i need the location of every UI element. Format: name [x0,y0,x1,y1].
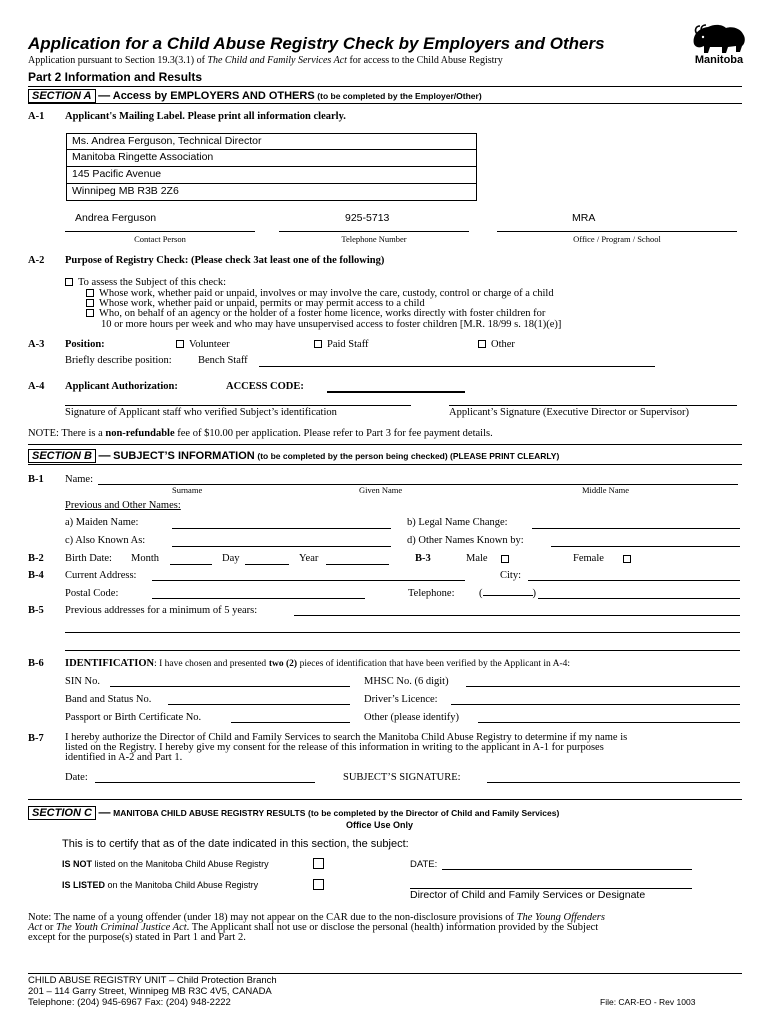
section-a-note: (to be completed by the Employer/Other) [317,91,482,101]
office-use-label: Office Use Only [346,820,414,830]
previous-addresses-label: Previous addresses for a minimum of 5 years: [65,605,258,616]
b1-number: B-1 [28,474,44,485]
drivers-licence-field[interactable] [451,704,740,705]
b4-telephone-label: Telephone: [408,588,455,599]
young-offender-note: Note: The name of a young offender (under 18) may not appear on the CAR due to the non-disclosure provisions of The Young Offenders Act or The Youth Criminal Justice Act. The Applicant shall not use or disclose the personal (health) information provided by the Subject except for the purpose(s) stated in Part 1 and Part 2. [28,912,605,943]
section-b-title: SUBJECT’S INFORMATION [113,450,255,462]
b7-date-label: Date: [65,772,88,783]
checkbox-paid-staff[interactable] [314,340,322,348]
telephone-value[interactable]: 925-5713 [345,212,390,224]
female-box[interactable] [623,555,631,563]
section-a-dash: — [98,88,111,102]
section-c-date-label: DATE: [410,859,438,870]
section-c-dash: — [98,805,111,819]
part-heading: Part 2 Information and Results [28,70,203,84]
mhsc-label: MHSC No. (6 digit) [364,676,449,687]
section-c-note: (to be completed by the Director of Child and Family Services) [308,808,560,818]
b7-number: B-7 [28,733,44,744]
footer-contact [28,975,277,1008]
section-a-label: SECTION A [28,89,96,103]
previous-names-heading: Previous and Other Names: [65,500,181,511]
subject-signature-field[interactable] [487,782,740,783]
contact-person-value[interactable]: Andrea Ferguson [75,212,157,224]
checkbox-male[interactable] [501,554,514,565]
footer-address: 201 – 114 Garry Street, Winnipeg MB R3C 4V5, CANADA [28,986,272,997]
footer-phone: Telephone: (204) 945-6967 Fax: (204) 948-2222 [28,997,231,1008]
fee-note: NOTE: There is a non-refundable fee of $10.00 per application. Please refer to Part 3 for fee payment details. [28,428,493,439]
a3-number: A-3 [28,339,45,350]
subtitle-post: for access to the Child Abuse Registry [349,55,503,66]
purpose-foster[interactable]: Who, on behalf of an agency or the holder of a foster home licence, works directly with foster children for [86,308,545,319]
previous-address-field-1[interactable] [294,615,740,616]
section-b-dash: — [98,448,111,462]
access-code-field[interactable] [327,391,465,393]
office-value[interactable]: MRA [572,212,596,224]
given-name-label: Given Name [359,485,403,495]
section-c-label: SECTION C [28,806,96,820]
describe-position-label: Briefly describe position: [65,355,172,366]
describe-position-value[interactable]: Bench Staff [198,355,248,366]
maiden-name-label: a) Maiden Name: [65,517,139,528]
section-b-label: SECTION B [28,449,96,463]
checkbox-assess[interactable] [65,278,73,286]
purpose-access[interactable]: Whose work, whether paid or unpaid, permits or may permit access to a child [86,298,425,309]
city-label: City: [500,570,522,581]
other-names-label: d) Other Names Known by: [407,535,524,546]
day-label: Day [222,553,240,564]
male-box[interactable] [501,555,509,563]
b5-number: B-5 [28,605,44,616]
section-b-header [28,448,559,462]
b7-date-field[interactable] [95,782,315,783]
is-not-listed-box[interactable] [313,858,324,869]
female-label: Female [573,553,604,564]
previous-address-field-2[interactable] [65,632,740,633]
b6-number: B-6 [28,658,44,669]
subtitle-pre: Application pursuant to Section 19.3(3.1) of [28,55,205,66]
b4-telephone-field[interactable] [538,598,740,599]
section-c-title: MANITOBA CHILD ABUSE REGISTRY RESULTS [113,808,306,818]
mailing-label-row-1[interactable]: Ms. Andrea Ferguson, Technical Director [66,133,477,150]
area-code-field[interactable]: ( ) [479,588,536,599]
section-c-date-field[interactable] [442,869,692,870]
band-status-field[interactable] [168,704,350,705]
section-a-title: Access by EMPLOYERS AND OTHERS [112,90,315,102]
band-status-label: Band and Status No. [65,694,152,705]
is-not-listed-label: IS NOT listed on the Manitoba Child Abuse Registry [62,859,269,869]
checkbox-other[interactable] [478,340,486,348]
sin-field[interactable] [110,686,350,687]
legal-name-change-field[interactable] [532,528,740,529]
is-listed-label: IS LISTED on the Manitoba Child Abuse Registry [62,880,259,890]
month-field[interactable] [170,564,212,565]
current-address-field[interactable] [152,580,465,581]
director-label: Director of Child and Family Services or Designate [410,889,646,901]
certify-text: This is to certify that as of the date indicated in this section, the subject: [62,838,409,850]
telephone-label: Telephone Number [341,234,407,244]
postal-code-field[interactable] [152,598,365,599]
applicant-signature-label: Applicant’s Signature (Executive Director or Supervisor) [449,407,689,418]
manitoba-wordmark: Manitoba [694,54,744,66]
sin-label: SIN No. [65,676,101,687]
previous-address-field-3[interactable] [65,650,740,651]
also-known-as-label: c) Also Known As: [65,535,146,546]
checkbox-is-not-listed[interactable] [313,858,324,872]
year-label: Year [299,553,319,564]
section-a-header [28,88,482,102]
consent-text: I hereby authorize the Director of Child and Family Services to search the Manitoba Child Abuse Registry to determine if my name is listed on the Registry. I hereby give my consent for the release of this information in writing to the applicant in A-1 for purposes identified in A-2 and Part 1. [65,732,628,763]
b4-number: B-4 [28,570,44,581]
office-label: Office / Program / School [573,234,661,244]
staff-signature-label: Signature of Applicant staff who verified Subject’s identification [65,407,337,418]
position-volunteer[interactable]: Volunteer [176,339,230,350]
checkbox-care[interactable] [86,289,94,297]
maiden-name-field[interactable] [172,528,391,529]
b3-number: B-3 [415,553,431,564]
subject-signature-label: SUBJECT’S SIGNATURE: [343,772,461,783]
legal-name-change-label: b) Legal Name Change: [407,517,508,528]
a4-number: A-4 [28,381,45,392]
other-id-field[interactable] [478,722,740,723]
mailing-label-row-3[interactable]: 145 Pacific Avenue [66,167,477,184]
male-label: Male [466,553,488,564]
birth-date-label: Birth Date: [65,553,112,564]
section-c-header [28,805,559,819]
name-label: Name: [65,474,93,485]
mailing-label-row-2[interactable]: Manitoba Ringette Association [66,150,477,167]
position-other[interactable]: Other [478,339,515,350]
other-id-label: Other (please identify) [364,712,460,723]
is-listed-box[interactable] [313,879,324,890]
postal-code-label: Postal Code: [65,588,119,599]
also-known-as-field[interactable] [172,546,391,547]
checkbox-access[interactable] [86,299,94,307]
current-address-label: Current Address: [65,570,137,581]
mailing-label-row-4[interactable]: Winnipeg MB R3B 2Z6 [66,184,477,201]
checkbox-foster[interactable] [86,309,94,317]
page-title: Application for a Child Abuse Registry Check by Employers and Others [28,34,605,53]
checkbox-female[interactable] [623,554,636,565]
middle-name-label: Middle Name [582,485,629,495]
authorization-label: Applicant Authorization: [65,381,178,392]
drivers-licence-label: Driver’s Licence: [364,694,438,705]
year-field[interactable] [326,564,389,565]
city-field[interactable] [528,580,740,581]
manitoba-bison-logo [688,22,750,66]
checkbox-volunteer[interactable] [176,340,184,348]
position-label: Position: [65,339,105,350]
mhsc-field[interactable] [466,686,740,687]
month-label: Month [131,553,160,564]
purpose-assess[interactable]: To assess the Subject of this check: [65,277,226,288]
b2-number: B-2 [28,553,44,564]
position-paid-staff[interactable]: Paid Staff [314,339,369,350]
passport-field[interactable] [231,722,350,723]
bison-icon [688,22,750,56]
contact-person-label: Contact Person [134,234,186,244]
access-code-label: ACCESS CODE: [226,381,304,392]
surname-label: Surname [172,485,203,495]
a1-number: A-1 [28,111,45,122]
a2-number: A-2 [28,255,45,266]
section-b-note: (to be completed by the person being checked) (PLEASE PRINT CLEARLY) [257,451,560,461]
day-field[interactable] [245,564,289,565]
identification-heading: IDENTIFICATION: I have chosen and presented two (2) pieces of identification that have been verified by the Applicant in A-4: [65,658,571,669]
other-names-field[interactable] [551,546,740,547]
page-subtitle [28,55,503,66]
file-reference: File: CAR-EO - Rev 1003 [600,997,696,1007]
a2-label: Purpose of Registry Check: (Please check 3at least one of the following) [65,255,385,266]
subtitle-act: The Child and Family Services Act [207,55,347,66]
purpose-foster-cont: 10 or more hours per week and who may have unsupervised access to foster children [M.R. 18/99 s. 18(1)(e)] [101,319,562,330]
passport-label: Passport or Birth Certificate No. [65,712,202,723]
a1-label: Applicant's Mailing Label. Please print all information clearly. [65,111,346,122]
purpose-care[interactable]: Whose work, whether paid or unpaid, involves or may involve the care, custody, control or charge of a child [86,288,554,299]
checkbox-is-listed[interactable] [313,879,324,893]
footer-unit: CHILD ABUSE REGISTRY UNIT – Child Protection Branch [28,975,277,986]
